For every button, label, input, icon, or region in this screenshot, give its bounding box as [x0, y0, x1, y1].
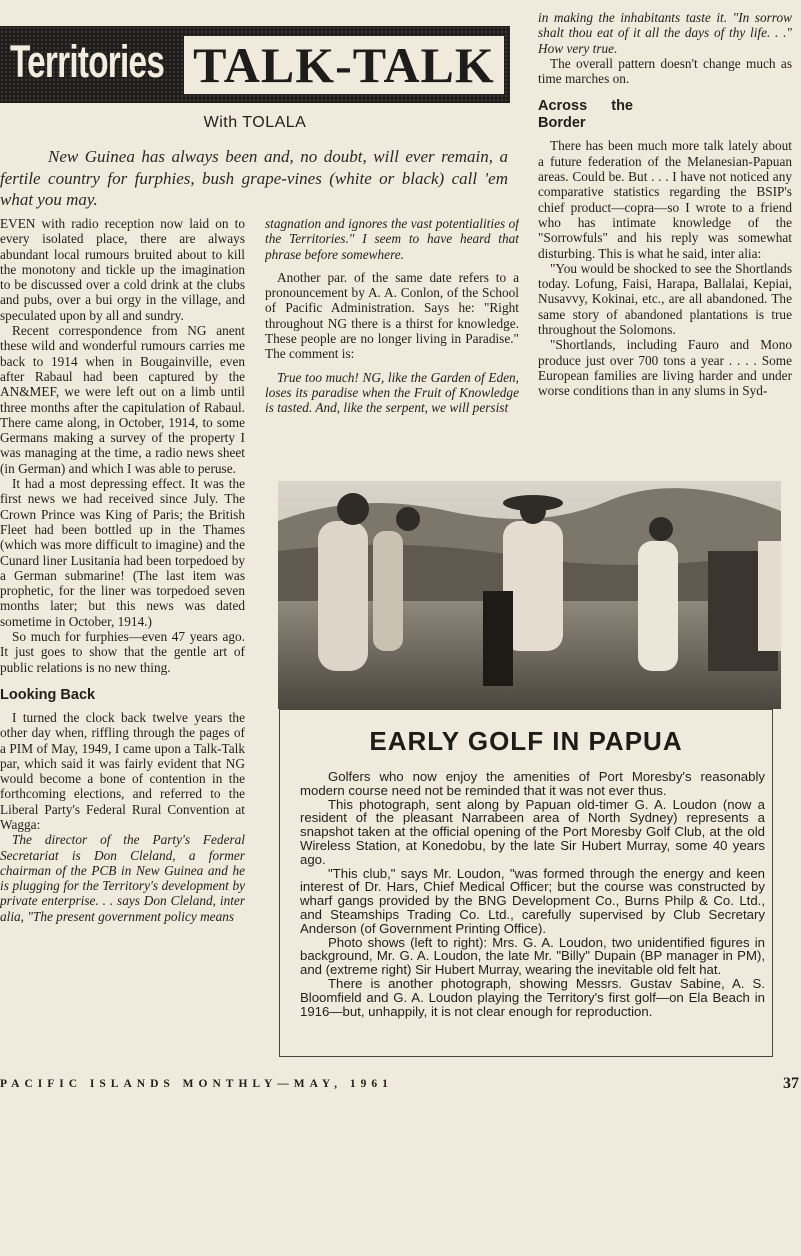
caption-title: EARLY GOLF IN PAPUA [369, 726, 683, 756]
masthead-territories: Territories [10, 36, 165, 87]
page-footer [0, 1075, 801, 1098]
col3-paragraph-4: "You would be shocked to see the Shortlands today. Lofung, Faisi, Harapa, Ballalai, Kepiai, Nusavvy, Kokinai, etc., are all abandoned. The same story of abandoned plantations is true throughout the Solomons. [538, 260, 792, 338]
caption-paragraph-3: "This club," says Mr. Loudon, "was formed through the energy and keen interest of Dr. Hars, Chief Medical Officer; but the course was constructed by wharf gangs provided by the BNG Development Co., Burns Philp & Co. Ltd., and Steamships Trading Co. Ltd., carefully supervised by Club Secretary Anderson (of Government Printing Office). [300, 865, 765, 936]
caption-paragraph-1: Golfers who now enjoy the amenities of Port Moresby's reasonably modern course need not be reminded that it was not ever thus. [300, 769, 765, 798]
col2-quote-continued: stagnation and ignores the vast potentialities of the Territories." I seem to have heard that phrase before somewhere. [265, 216, 519, 262]
footer-publication: PACIFIC ISLANDS MONTHLY—MAY, 1961 [0, 1078, 393, 1090]
col2-paragraph-2: Another par. of the same date refers to a pronouncement by A. A. Conlon, of the School of Pacific Administration. Says he: "Right throughout NG there is a thirst for knowledge. These people are no longer living in Paradise." The comment is: [265, 269, 519, 362]
caption-paragraph-2: This photograph, sent along by Papuan old-timer G. A. Loudon (now a resident of the pleasant Narrabeen area of North Sydney) represents a snapshot taken at the official opening of the Port Moresby Golf Club, at the old Wireless Station, at Konedobu, by the late Sir Hubert Murray, some 40 years ago. [300, 796, 765, 867]
golf-photograph [278, 481, 781, 709]
column-1 [0, 216, 245, 1256]
page-number: 37 [783, 1075, 799, 1092]
col1-paragraph-5: I turned the clock back twelve years the other day when, riffling through the pages of a PIM of May, 1949, I came upon a Talk-Talk par, which said it was fairly evident that NG would become a bone of contention in the forthcoming elections, and referred to the Liberal Party's Federal Rural Convention at Wagga: [0, 709, 245, 832]
photo-caption-box [279, 709, 773, 1057]
col1-paragraph-3: It had a most depressing effect. It was the first news we had received since July. The Crown Prince was King of Paris; the British Fleet had been bottled up in the Thames (which was more difficult to imagine) and the Cunard liner Lusitania had been torpedoed by a German submarine! (The last item was prophetic, for the liner was torpedoed seven months later; but this news was dated sometime in October, 1914.) [0, 476, 245, 629]
col2-quote-2: True too much! NG, like the Garden of Eden, loses its paradise when the Fruit of Knowledge is tasted. And, like the serpent, we will persist [265, 369, 519, 416]
col1-paragraph-4: So much for furphies—even 47 years ago. It just goes to show that the gentle art of public relations is no new thing. [0, 629, 245, 675]
column-3 [538, 10, 792, 470]
byline: With TOLALA [203, 114, 307, 131]
heading-looking-back: Looking Back [0, 686, 96, 703]
caption-body [300, 770, 765, 1018]
intro-paragraph: New Guinea has always been and, no doubt, will ever remain, a fertile country for furphies, bush grape-vines (white or black) call 'em what you may. [0, 147, 508, 209]
caption-paragraph-5: There is another photograph, showing Messrs. Gustav Sabine, A. S. Bloomfield and G. A. Loudon playing the Territory's first golf—on Ela Beach in 1916—but, unhappily, it is not clear enough for reproduction. [300, 975, 765, 1019]
col3-paragraph-3: There has been much more talk lately about a future federation of the Melanesian-Papuan areas. Could be. But . . . I have not noticed any comparative statistics regarding the BSIP's chief product—copra—so I wrote to a friend who has intimate knowledge of the "Sorrowfuls" and his reply was somewhat disturbing. This is what he said, inter alia: [538, 138, 792, 261]
golf-photograph-image [278, 481, 781, 709]
col1-quote: The director of the Party's Federal Secretariat is Don Cleland, a former chairman of the PCB in New Guinea and he is plugging for the Territory's development by private enterprise. . . says Don Cleland, inter alia, "The present government policy means [0, 832, 245, 924]
heading-across-the-border: Across the Border [538, 98, 633, 132]
masthead [0, 26, 510, 103]
masthead-talk-talk-panel [184, 36, 504, 94]
col1-paragraph-2: Recent correspondence from NG anent these wild and wonderful rumours carries me back to 1914 when in Bougainville, even after Rabaul had been captured by the AN&MEF, we were left out on a limb until three months after the capitulation of Rabaul. There came along, in October, 1914, to some Germans making a survey of the property I was managing at the time, a radio news sheet (in German) and which I was able to peruse. [0, 323, 245, 476]
col3-paragraph-1: in making the inhabitants taste it. "In sorrow shalt thou eat of it all the days of thy life. . ." How very true. [538, 10, 792, 56]
col1-paragraph-1: EVEN with radio reception now laid on to every isolated place, there are always abundant local rumours bruited about to kill the monotony and tickle up the imagination to be discussed over a cold drink at the clubs and pubs, over a bui orgy in the village, and speculated upon by all and sundry. [0, 216, 245, 323]
masthead-talk-talk: TALK-TALK [193, 37, 495, 93]
column-2 [265, 216, 519, 466]
caption-paragraph-4: Photo shows (left to right): Mrs. G. A. Loudon, two unidentified figures in background, Mr. G. A. Loudon, the late Mr. "Billy" Dupain (BP manager in PM), and (extreme right) Sir Hubert Murray, wearing the inevitable old felt hat. [300, 934, 765, 978]
col3-paragraph-5: "Shortlands, including Fauro and Mono produce just over 700 tons a year . . . . Some European families are living harder and under worse conditions than in any slums in Syd- [538, 337, 792, 399]
col3-paragraph-2: The overall pattern doesn't change much as time marches on. [538, 55, 792, 87]
